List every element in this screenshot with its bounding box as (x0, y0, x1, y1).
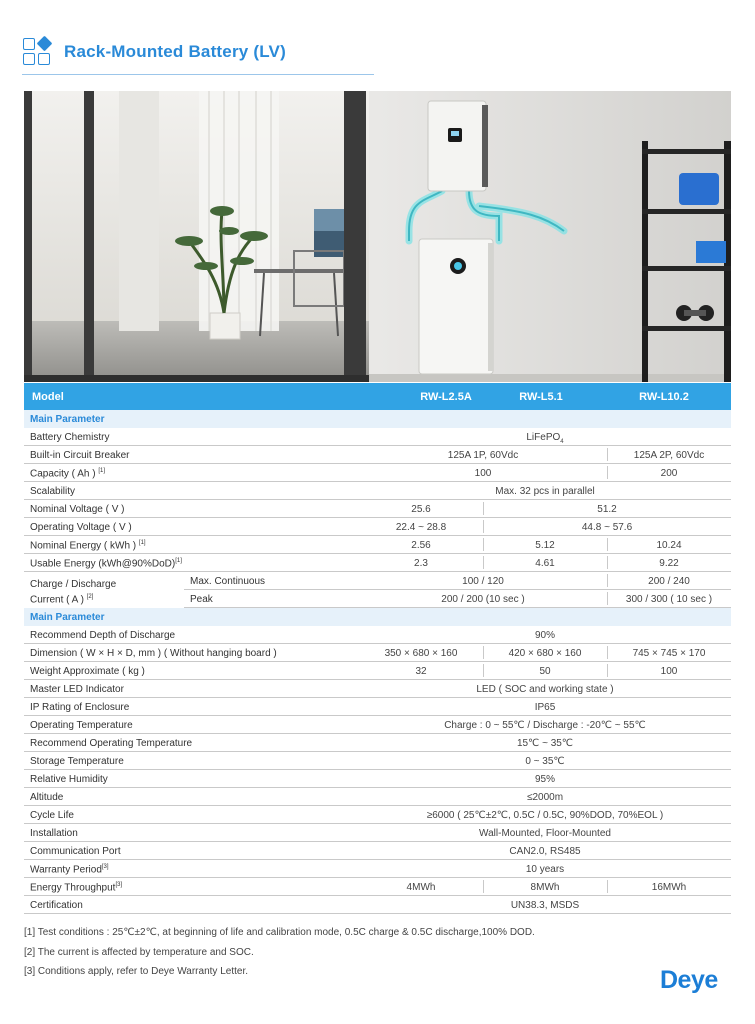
table-row: Certification UN38.3, MSDS (24, 896, 731, 914)
table-row: Cycle Life ≥6000 ( 25℃±2℃, 0.5C / 0.5C, 90%DOD, 70%EOL ) (24, 806, 731, 824)
table-row: Scalability Max. 32 pcs in parallel (24, 482, 731, 500)
footnote-3: [3] Conditions apply, refer to Deye Warranty Letter. (24, 966, 248, 977)
table-row: Usable Energy (kWh@90%DoD)[1] 2.3 4.61 9.22 (24, 554, 731, 572)
product-photo (24, 91, 731, 382)
table-row: Altitude ≤2000m (24, 788, 731, 806)
footnote-2: [2] The current is affected by temperature and SOC. (24, 946, 254, 958)
model-label: Model (32, 391, 64, 403)
model-rw-l2-5a: RW-L2.5A (420, 391, 472, 403)
table-row: Operating Temperature Charge : 0 ~ 55℃ / Discharge : -20℃ ~ 55℃ (24, 716, 731, 734)
table-header-bar (24, 383, 731, 410)
section-heading: Main Parameter (24, 608, 731, 626)
page-header (22, 34, 286, 70)
deye-logo: Deye (660, 966, 718, 994)
model-rw-l5-1: RW-L5.1 (519, 391, 563, 403)
table-row: Nominal Voltage ( V ) 25.6 51.2 (24, 500, 731, 518)
footnote-1: [1] Test conditions : 25℃±2℃, at beginning of life and calibration mode, 0.5C charge & 0.5C discharge,100% DOD. (24, 927, 535, 938)
charge-discharge-block: Charge / Discharge Current ( A ) [2] Max. Continuous 100 / 120 200 / 240 Peak 200 / 200 (10 sec ) 300 / 300 ( 10 sec ) (24, 572, 731, 608)
table-row: Operating Voltage ( V ) 22.4 ~ 28.8 44.8 ~ 57.6 (24, 518, 731, 536)
table-row: Battery Chemistry LiFePO$_4$ (24, 428, 731, 446)
table-row: Nominal Energy ( kWh ) [1] 2.56 5.12 10.24 (24, 536, 731, 554)
model-rw-l10-2: RW-L10.2 (639, 391, 689, 403)
table-row: Communication Port CAN2.0, RS485 (24, 842, 731, 860)
page-title: Rack-Mounted Battery (LV) (64, 42, 286, 61)
spec-table (24, 410, 731, 914)
grid-diamond-icon (22, 36, 54, 68)
table-row: Peak 200 / 200 (10 sec ) 300 / 300 ( 10 sec ) (184, 590, 731, 608)
table-row: Weight Approximate ( kg ) 32 50 100 (24, 662, 731, 680)
table-row: Max. Continuous 100 / 120 200 / 240 (184, 572, 731, 590)
table-row: Dimension ( W × H × D, mm ) ( Without hanging board ) 350 × 680 × 160 420 × 680 × 160 745 × 745 × 170 (24, 644, 731, 662)
table-row: IP Rating of Enclosure IP65 (24, 698, 731, 716)
table-row: Capacity ( Ah ) [1] 100 200 (24, 464, 731, 482)
table-row: Warranty Period[3] 10 years (24, 860, 731, 878)
section-heading: Main Parameter (24, 410, 731, 428)
chemistry-value: LiFePO$_4$ (526, 432, 564, 445)
footnotes (24, 923, 535, 982)
table-row: Recommend Depth of Discharge 90% (24, 626, 731, 644)
table-row: Relative Humidity 95% (24, 770, 731, 788)
table-row: Storage Temperature 0 ~ 35℃ (24, 752, 731, 770)
title-divider (22, 74, 374, 75)
table-row: Installation Wall-Mounted, Floor-Mounted (24, 824, 731, 842)
table-row: Master LED Indicator LED ( SOC and working state ) (24, 680, 731, 698)
table-row: Built-in Circuit Breaker 125A 1P, 60Vdc 125A 2P, 60Vdc (24, 446, 731, 464)
table-row: Recommend Operating Temperature 15℃ ~ 35℃ (24, 734, 731, 752)
table-row: Energy Throughput[3] 4MWh 8MWh 16MWh (24, 878, 731, 896)
